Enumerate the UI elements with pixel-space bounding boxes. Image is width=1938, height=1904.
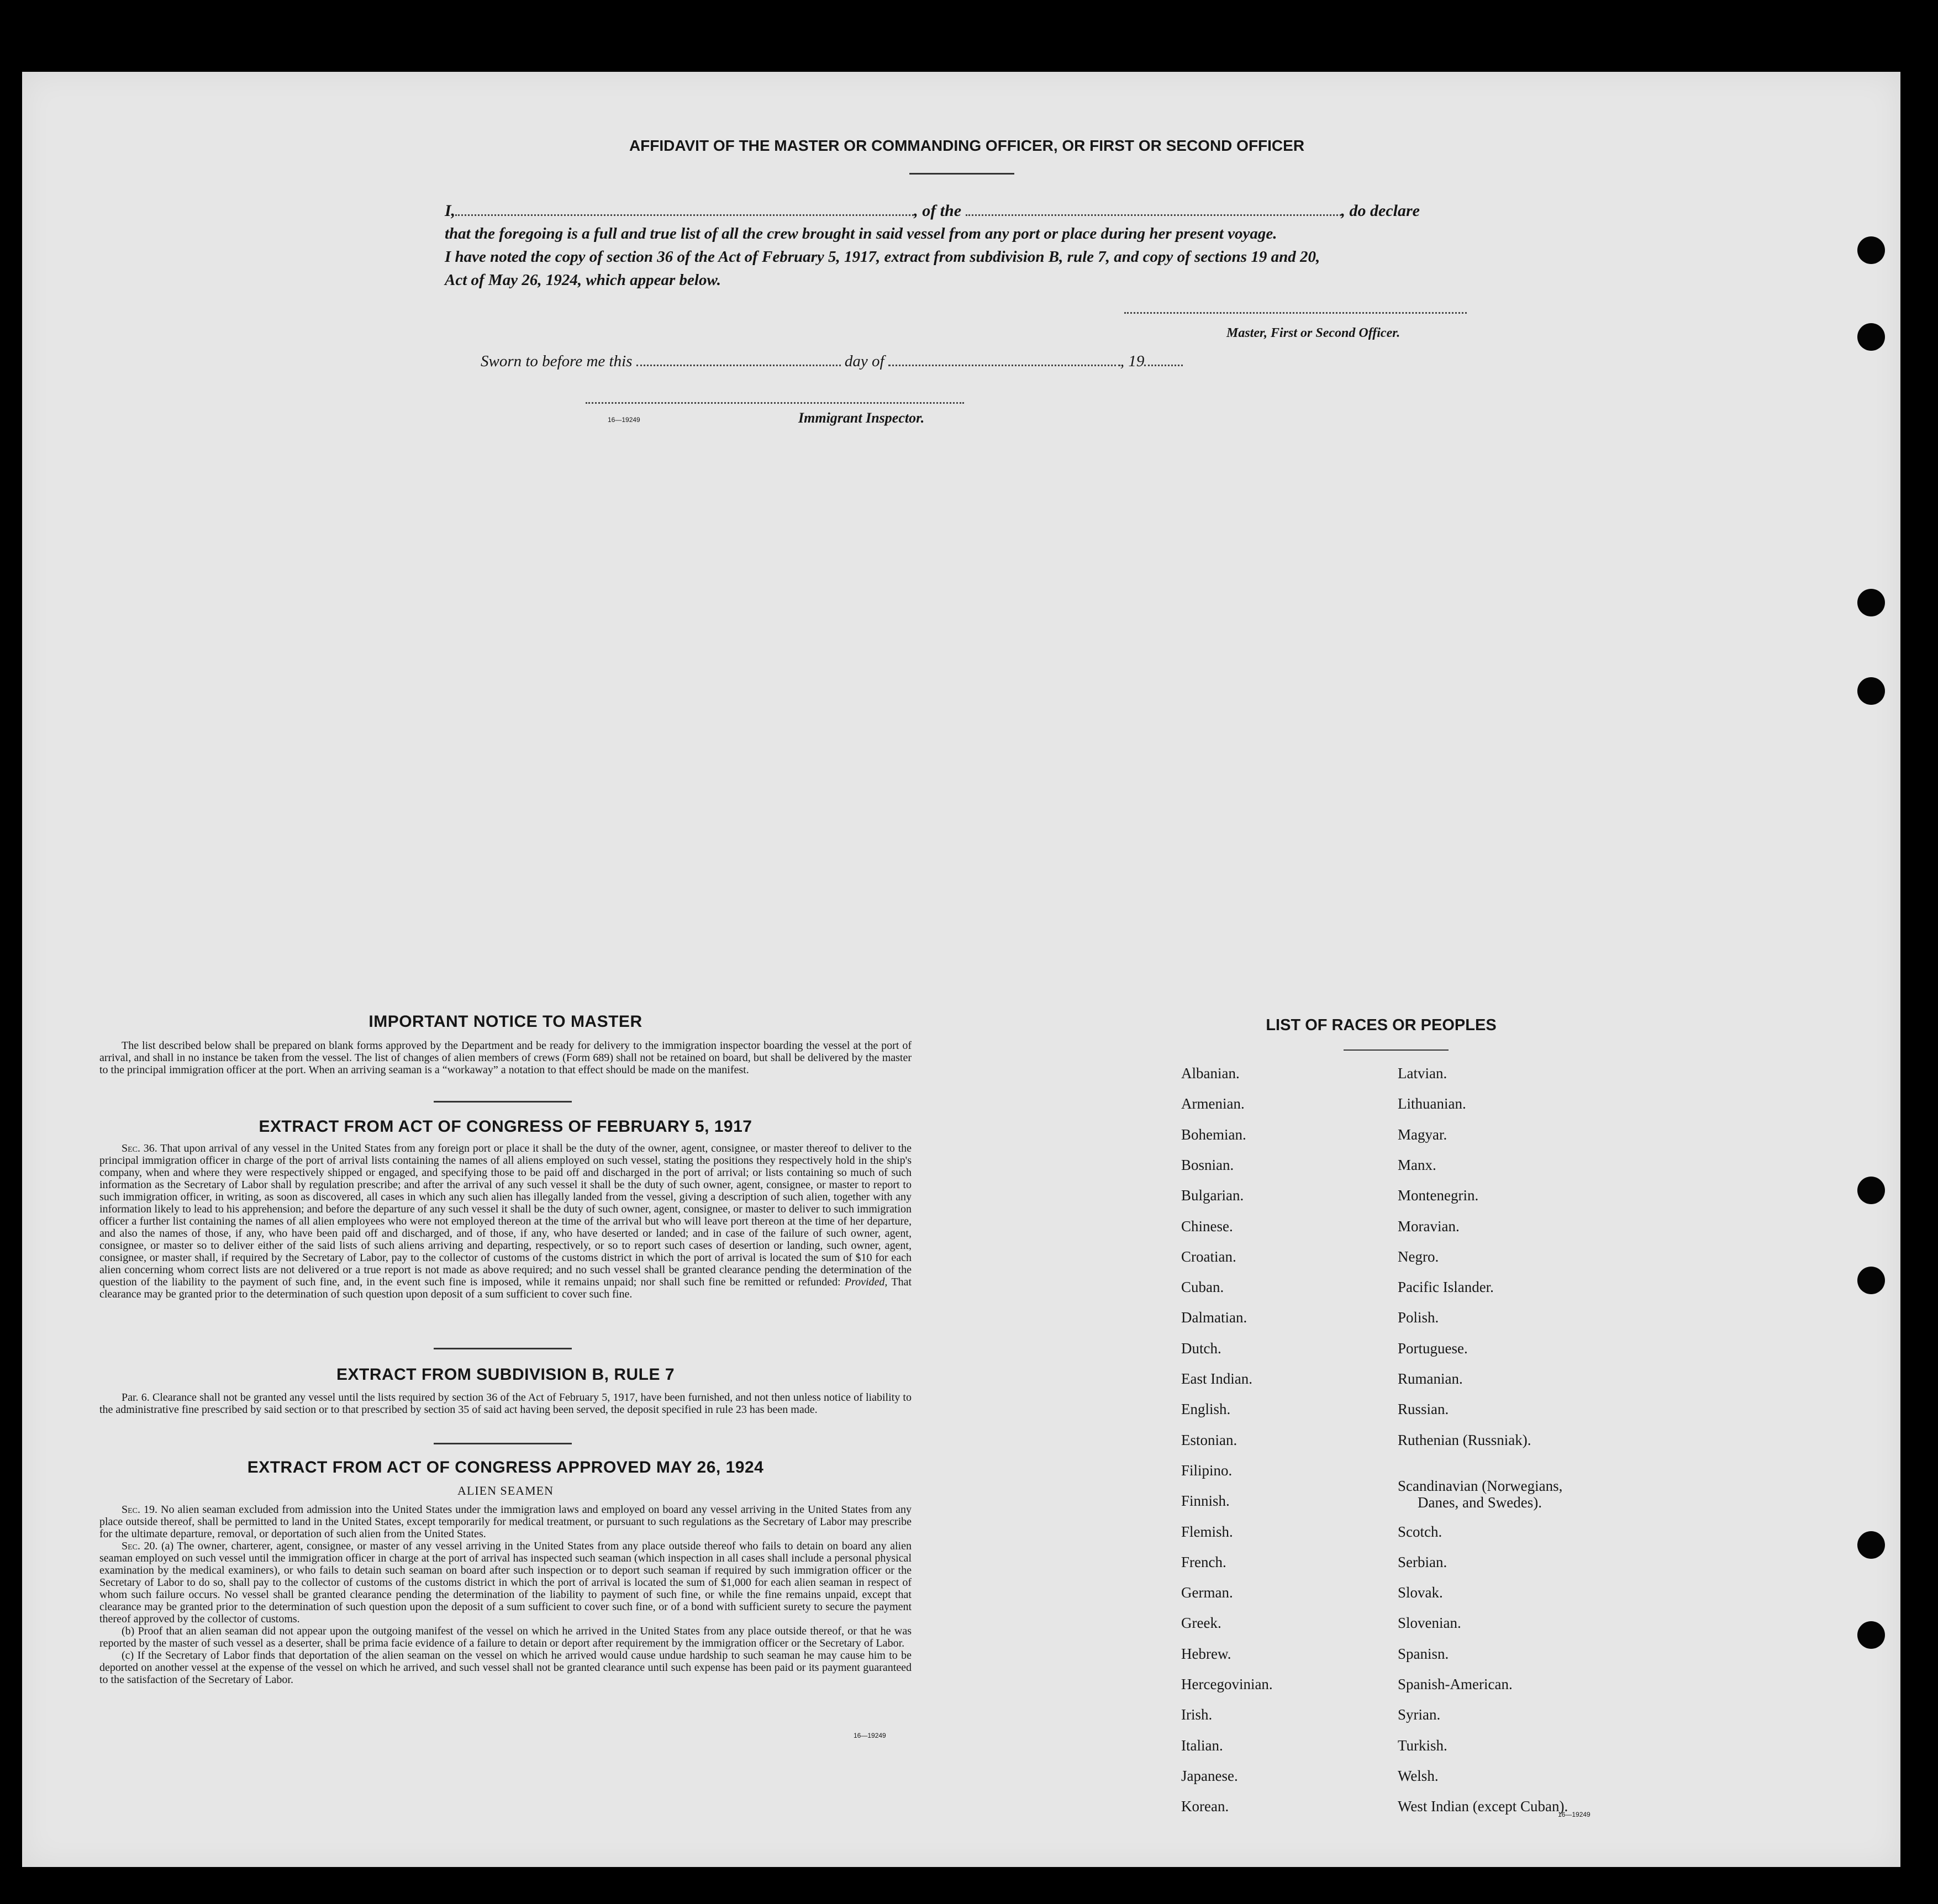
extract-form-number: 16—19249	[854, 1732, 886, 1739]
sec20a-paragraph	[99, 1540, 912, 1625]
race-item: Hercegovinian.	[1181, 1676, 1273, 1692]
race-item: Montenegrin.	[1398, 1187, 1479, 1204]
master-signature-field[interactable]	[1124, 312, 1467, 314]
race-item: Magyar.	[1398, 1126, 1447, 1143]
race-item: Spanisn.	[1398, 1645, 1449, 1662]
punch-hole	[1857, 589, 1885, 616]
race-item: Russian.	[1398, 1401, 1449, 1418]
race-item: Scandinavian (Norwegians,	[1398, 1477, 1563, 1494]
punch-hole	[1857, 1621, 1885, 1649]
affidavit-title: AFFIDAVIT OF THE MASTER OR COMMANDING OFFICER, OR FIRST OR SECOND OFFICER	[629, 137, 1305, 154]
race-item: Lithuanian.	[1398, 1095, 1466, 1112]
sworn-day-field[interactable]	[636, 365, 841, 366]
notice-body: The list described below shall be prepared on blank forms approved by the Department and be ready for delivery to the immigration inspector boarding the vessel at the port of arrival, and shall in no instance be taken from the vessel. The list of changes of alien members of crews (Form 689) shall not be retained on board, but shall be delivered by the master to the principal immigration officer at the port. When an arriving seaman is a “workaway” a notation to that effect should be made on the manifest.	[99, 1040, 912, 1076]
sworn-label: Sworn to before me this	[481, 352, 633, 370]
punch-hole	[1857, 677, 1885, 705]
race-item: Filipino.	[1181, 1462, 1233, 1479]
race-item: Pacific Islander.	[1398, 1279, 1494, 1296]
race-item: Estonian.	[1181, 1431, 1237, 1448]
race-item: Albanian.	[1181, 1065, 1240, 1082]
sworn-line	[481, 352, 1183, 371]
master-signature-label: Master, First or Second Officer.	[1226, 326, 1400, 340]
alien-seamen-subheading: ALIEN SEAMEN	[457, 1484, 554, 1497]
race-item: French.	[1181, 1553, 1226, 1570]
race-item: Serbian.	[1398, 1553, 1447, 1570]
race-item: Rumanian.	[1398, 1370, 1463, 1387]
race-item: Polish.	[1398, 1309, 1439, 1326]
extract-1917-body	[99, 1142, 912, 1300]
inspector-label: Immigrant Inspector.	[798, 410, 925, 426]
sworn-month-field[interactable]	[888, 365, 1120, 366]
name-field[interactable]	[455, 214, 914, 216]
proviso-label: Provided,	[844, 1276, 888, 1288]
race-item: Scotch.	[1398, 1523, 1442, 1540]
race-item: Italian.	[1181, 1737, 1223, 1754]
sworn-year-field[interactable]	[1144, 365, 1183, 366]
extract-rule7-heading: EXTRACT FROM SUBDIVISION B, RULE 7	[336, 1365, 675, 1384]
sec20b-paragraph: (b) Proof that an alien seaman did not appear upon the outgoing manifest of the vessel on which he arrived in the United States from any place outside thereof, or that he was reported by the master of such vessel as a deserter, shall be prima facie evidence of a failure to detain or deport after requirement by the immigration officer or the Secretary of Labor.	[99, 1625, 912, 1649]
punch-hole	[1857, 236, 1885, 264]
extract-1917-heading: EXTRACT FROM ACT OF CONGRESS OF FEBRUARY 5, 1917	[259, 1117, 752, 1136]
notice-heading: IMPORTANT NOTICE TO MASTER	[368, 1012, 643, 1031]
punch-hole	[1857, 1267, 1885, 1294]
sec36-label: Sec. 36.	[122, 1142, 157, 1154]
title-divider	[909, 173, 1014, 175]
sec20-label: Sec. 20.	[122, 1540, 158, 1552]
race-item: Irish.	[1181, 1706, 1213, 1723]
race-item: Croatian.	[1181, 1248, 1236, 1265]
race-item: Bulgarian.	[1181, 1187, 1244, 1204]
affidavit-line3: I have noted the copy of section 36 of the Act of February 5, 1917, extract from subdivision B, rule 7, and copy of sections 19 and 20,	[445, 248, 1320, 266]
race-item: Spanish-American.	[1398, 1676, 1513, 1692]
race-item: Moravian.	[1398, 1217, 1460, 1235]
sec36-text: That upon arrival of any vessel in the United States from any foreign port or place it shall be the duty of the owner, agent, consignee, or master thereof to deliver to the principal immigration officer in charge of the port of arrival lists containing the names of all aliens employed on such vessel, stating the positions they respectively hold in the ship's company, when and where they were respectively shipped or engaged, and specifying those to be paid off and discharged in the port of arrival; or lists containing so much of such information as the Secretary of Labor shall by regulation prescribe; and after the arrival of any such vessel it shall be the duty of such owner, agent, consignee, or master to report to such immigration officer, in writing, as soon as discovered, all cases in which any such alien has illegally landed from the vessel, giving a description of such alien, together with any information likely to lead to his apprehension; and before the departure of any such vessel it shall be the duty of such owner, agent, consignee, or master to deliver to such immigration officer a further list containing the names of all alien employees who were not employed thereon at the time of the arrival but who will leave port thereon at the time of her departure, and also the names of those, if any, who have been paid off and discharged, and of those, if any, who have deserted or landed; and in case of the failure of such owner, agent, consignee, or master so to deliver either of the said lists of such aliens arriving and departing, respectively, or so to report such cases of desertion or landing, such owner, agent, consignee, or master shall, if required by the Secretary of Labor, pay to the collector of customs of the customs district in which the port of arrival is located the sum of $10 for each alien concerning whom correct lists are not delivered or a true report is not made as above required; and no such vessel shall be granted clearance pending the determination of the question of the liability to the payment of such fine, and, in the event such fine is imposed, while it remains unpaid; nor shall such fine be remitted or refunded:	[99, 1142, 912, 1288]
proviso-text: That clearance may be granted prior to the determination of such question upon deposit of a sum sufficient to cover such fine.	[99, 1276, 912, 1300]
race-item: Ruthenian (Russniak).	[1398, 1431, 1531, 1448]
race-item: Armenian.	[1181, 1095, 1245, 1112]
race-item: Turkish.	[1398, 1737, 1447, 1754]
extract-1924-heading: EXTRACT FROM ACT OF CONGRESS APPROVED MAY 26, 1924	[247, 1458, 764, 1476]
race-item: Bosnian.	[1181, 1156, 1234, 1173]
race-item: Korean.	[1181, 1798, 1229, 1815]
race-item: Cuban.	[1181, 1279, 1224, 1296]
race-item: English.	[1181, 1401, 1231, 1418]
race-item: Japanese.	[1181, 1767, 1238, 1784]
affidavit-line4: Act of May 26, 1924, which appear below.	[445, 271, 721, 289]
race-item: West Indian (except Cuban).	[1398, 1798, 1568, 1815]
race-item: Latvian.	[1398, 1065, 1447, 1082]
extract-1917-divider	[434, 1348, 572, 1349]
race-item: German.	[1181, 1584, 1233, 1601]
sec19-text: No alien seaman excluded from admission into the United States under the immigration laws and employed on board any vessel arriving in the United States from any place outside thereof, shall be permitted to land in the United States, except temporarily for medical treatment, or pursuant to such regulations as the Secretary of Labor may prescribe for the ultimate departure, removal, or deportation of such alien from the United States.	[99, 1504, 912, 1540]
races-heading: LIST OF RACES OR PEOPLES	[1266, 1016, 1497, 1034]
affidavit-line2: that the foregoing is a full and true list of all the crew brought in said vessel from any port or place during her present voyage.	[445, 225, 1277, 242]
sec20a-text: (a) The owner, charterer, agent, consignee, or master of any vessel arriving in the United States from any place outside thereof who fails to detain on board any alien seaman employed on such vessel until the immigration officer in charge at the port of arrival has inspected such seaman (which inspection in all cases shall include a personal physical examination by the medical examiners), or who fails to detain such seaman on board after such inspection or to deport such seaman if required by such immigration officer or the Secretary of Labor to do so, shall pay to the collector of customs of the customs district in which the port of arrival is located the sum of $1,000 for each alien seaman in respect of whom such failure occurs. No vessel shall be granted clearance pending the determination of the liability to payment of such fine, or while the fine remains unpaid, except that clearance may be granted prior to the determination of such question upon the deposit of a sum sufficient to cover such fine, or of a bond with sufficient surety to secure the payment thereof approved by the collector of customs.	[99, 1540, 912, 1625]
race-item: Welsh.	[1398, 1767, 1439, 1784]
notice-divider	[434, 1101, 572, 1103]
race-item: Dalmatian.	[1181, 1309, 1247, 1326]
race-item: Hebrew.	[1181, 1645, 1231, 1662]
race-item: Danes, and Swedes).	[1418, 1494, 1542, 1511]
race-item: Greek.	[1181, 1615, 1221, 1632]
race-item: Flemish.	[1181, 1523, 1233, 1540]
extract-rule7-divider	[434, 1443, 572, 1444]
affidavit-line1	[445, 202, 1486, 220]
punch-hole	[1857, 1177, 1885, 1204]
punch-hole	[1857, 323, 1885, 351]
affidavit-i: I,	[445, 202, 456, 220]
race-item: Dutch.	[1181, 1339, 1221, 1357]
race-item: Negro.	[1398, 1248, 1439, 1265]
race-item: Syrian.	[1398, 1706, 1441, 1723]
sworn-day-of: day of	[844, 352, 884, 370]
race-item: Portuguese.	[1398, 1339, 1468, 1357]
race-item: Chinese.	[1181, 1217, 1233, 1235]
races-form-number: 16—19249	[1558, 1811, 1591, 1818]
race-item: Bohemian.	[1181, 1126, 1246, 1143]
vessel-field[interactable]	[966, 214, 1341, 216]
races-divider	[1344, 1049, 1449, 1051]
sec20c-paragraph: (c) If the Secretary of Labor finds that deportation of the alien seaman on the vessel on which he arrived would cause undue hardship to such seaman he may cause him to be deported on another vessel at the expense of the vessel on which he arrived, and such vessel shall not be granted clearance until such expense has been paid or its payment guaranteed to the satisfaction of the Secretary of Labor.	[99, 1649, 912, 1686]
race-item: East Indian.	[1181, 1370, 1252, 1387]
race-item: Slovenian.	[1398, 1615, 1461, 1632]
race-item: Slovak.	[1398, 1584, 1443, 1601]
race-item: Finnish.	[1181, 1492, 1230, 1510]
extract-1924-body	[99, 1504, 912, 1686]
sworn-year-prefix: , 19	[1120, 352, 1145, 370]
race-item: Manx.	[1398, 1156, 1436, 1173]
sec19-label: Sec. 19.	[122, 1504, 158, 1516]
affidavit-of-the: , of the	[914, 202, 962, 220]
affidavit-do-declare: , do declare	[1341, 202, 1420, 220]
extract-rule7-body: Par. 6. Clearance shall not be granted any vessel until the lists required by section 36 of the Act of February 5, 1917, have been furnished, and not then unless notice of liability to the administrative fine prescribed by said section or to that prescribed by section 35 of said act having been served, the deposit specified in rule 23 has been made.	[99, 1391, 912, 1416]
inspector-signature-field[interactable]	[586, 402, 964, 404]
sec19-paragraph	[99, 1504, 912, 1540]
punch-hole	[1857, 1531, 1885, 1559]
affidavit-form-number: 16—19249	[608, 416, 640, 424]
